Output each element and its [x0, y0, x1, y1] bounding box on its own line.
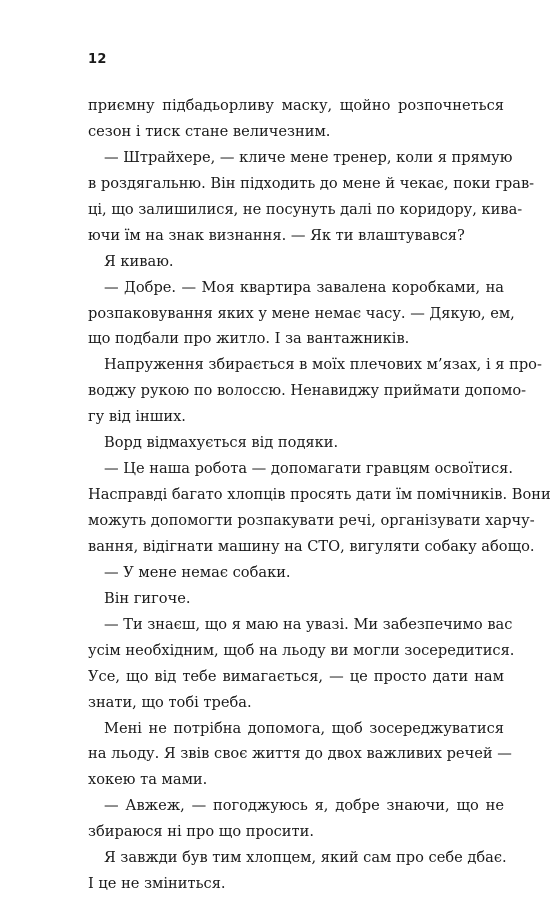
- text-line: — Штрайхере, — кличе мене тренер, коли я прямую: [104, 148, 513, 166]
- text-line: вання, відігнати машину на СТО, вигуляти собаку абощо.: [88, 537, 535, 555]
- text-line: гу від інших.: [88, 408, 186, 426]
- page-number: 12: [88, 52, 107, 67]
- text-line: можуть допомогти розпакувати речі, організувати харчу-: [88, 512, 535, 529]
- text-line: — Ти знаєш, що я маю на увазі. Ми забезпечимо вас: [104, 615, 513, 633]
- text-line: ці, що залишилися, не посунуть далі по коридору, кива-: [88, 200, 523, 218]
- text-line: хокею та мами.: [88, 771, 208, 789]
- text-line: — Добре. — Моя квартира завалена коробками, на: [104, 278, 504, 296]
- text-line: Напруження збирається в моїх плечових м’язах, і я про-: [104, 356, 542, 374]
- text-line: Ворд відмахується від подяки.: [104, 434, 339, 452]
- text-line: на льоду. Я звів своє життя до двох важливих речей —: [88, 745, 512, 763]
- text-line: знати, що тобі треба.: [88, 693, 252, 711]
- text-line: приємну підбадьорливу маску, щойно розпочнеться: [88, 97, 504, 114]
- text-line: Усе, що від тебе вимагається, — це просто дати нам: [88, 667, 504, 685]
- text-line: ючи їм на знак визнання. — Як ти влаштувався?: [88, 226, 465, 244]
- text-line: — Це наша робота — допомагати гравцям освоїтися.: [104, 460, 513, 478]
- text-line: Я завжди був тим хлопцем, який сам про себе дбає.: [104, 849, 507, 867]
- body-text: [88, 93, 551, 897]
- text-line: І це не зміниться.: [88, 875, 226, 893]
- text-line: в роздягальню. Він підходить до мене й чекає, поки грав-: [88, 174, 535, 192]
- text-line: сезон і тиск стане величезним.: [88, 122, 331, 140]
- text-line: Мені не потрібна допомога, щоб зосереджуватися: [104, 719, 504, 737]
- text-line: воджу рукою по волоссю. Ненавиджу приймати допомо-: [88, 382, 527, 400]
- text-line: Насправді багато хлопців просять дати їм помічників. Вони: [88, 486, 551, 504]
- text-line: — Авжеж, — погоджуюсь я, добре знаючи, що не: [104, 797, 504, 815]
- text-line: збираюся ні про що просити.: [88, 823, 314, 841]
- text-line: що подбали про житло. І за вантажників.: [88, 330, 410, 348]
- text-line: — У мене немає собаки.: [104, 563, 291, 581]
- text-line: усім необхідним, щоб на льоду ви могли зосередитися.: [88, 641, 515, 659]
- text-line: Я киваю.: [104, 252, 174, 270]
- text-line: Він гигоче.: [104, 589, 191, 607]
- text-line: розпаковування яких у мене немає часу. — Дякую, ем,: [88, 304, 515, 322]
